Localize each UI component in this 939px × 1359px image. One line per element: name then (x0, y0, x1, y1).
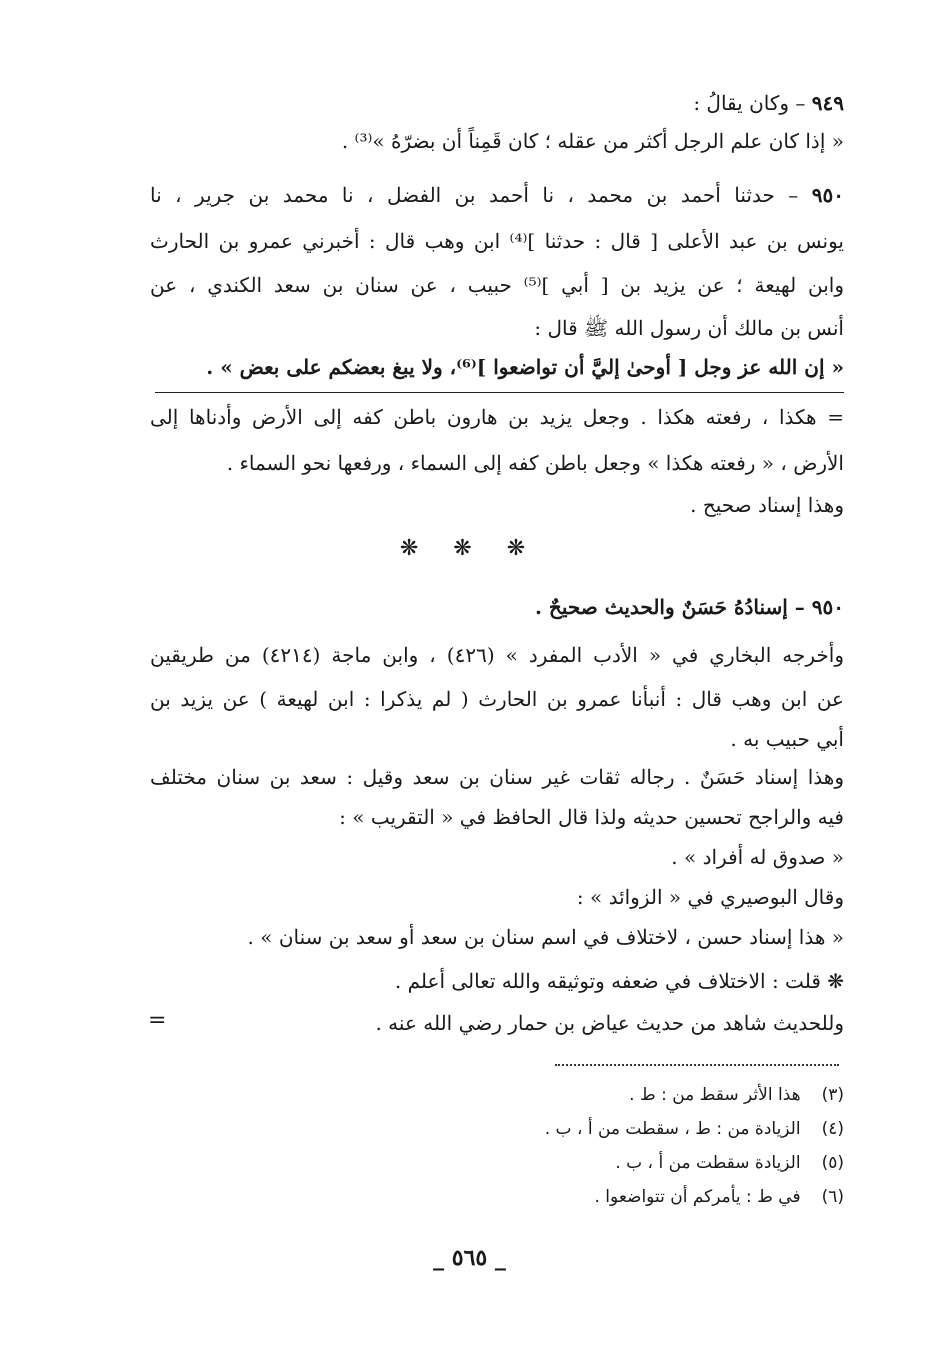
commentary-line-7: وقال البوصيري في « الزوائد » : (576, 885, 844, 909)
commentary-line-10: وللحديث شاهد من حديث عياض بن حمار رضي الله عنه . (375, 1011, 844, 1035)
hadith-950-line-1-text: – حدثنا أحمد بن محمد ، نا أحمد بن الفضل ، نا محمد بن جرير ، نا (150, 183, 812, 207)
commentary-line-2: عن ابن وهب قال : أنبأنا عمرو بن الحارث ( لم يذكرا : ابن لهيعة ) عن يزيد بن (150, 687, 844, 711)
commentary-line-6: « صدوق له أفراد » . (671, 845, 844, 869)
footnote-3-number: (٣) (821, 1085, 844, 1105)
hadith-950-line-1 (150, 180, 844, 210)
hadith-950-number: ٩٥٠ (811, 183, 844, 207)
continuation-line-3: وهذا إسناد صحيح . (690, 493, 844, 517)
hadith-949-intro (150, 88, 844, 118)
footnote-3 (400, 1082, 844, 1108)
commentary-line-9: ❋ قلت : الاختلاف في ضعفه وتوثيقه والله تعالى أعلم . (394, 969, 844, 993)
hadith-950-line-2: يونس بن عبد الأعلى [ قال : حدثنا ]⁽⁴⁾ ابن وهب قال : أخبرني عمرو بن الحارث (150, 229, 844, 253)
hadith-949-number: ٩٤٩ (811, 91, 844, 115)
page-number: _ ٥٦٥ _ (433, 1245, 506, 1271)
footnote-4-text: الزيادة من : ط ، سقطت من أ ، ب . (544, 1119, 801, 1139)
continuation-line-1: = هكذا ، رفعته هكذا . وجعل يزيد بن هارون باطن كفه إلى الأرض وأدناها إلى (150, 405, 844, 429)
hadith-949-intro-text: – وكان يقالُ : (693, 91, 812, 115)
footnote-5-number: (٥) (821, 1153, 844, 1173)
continuation-line-2: الأرض ، « رفعته هكذا » وجعل باطن كفه إلى السماء ، ورفعها نحو السماء . (226, 451, 844, 475)
hadith-949-text: « إذا كان علم الرجل أكثر من عقله ؛ كان قَمِناً أن بضرّهُ »⁽³⁾ . (341, 129, 844, 153)
continue-mark: = (148, 1008, 167, 1033)
footnote-6 (400, 1184, 844, 1210)
footnote-3-text: هذا الأثر سقط من : ط . (629, 1085, 801, 1105)
hadith-950-line-4: أنس بن مالك أن رسول الله ﷺ قال : (534, 316, 844, 340)
hadith-950-saying: « إن الله عز وجل [ أوحىٰ إليَّ أن تواضعوا ]⁽⁶⁾، ولا يبغ بعضكم على بعض » . (206, 355, 844, 379)
commentary-heading-text: – إسنادُهُ حَسَنٌ والحديث صحيحٌ . (535, 595, 812, 619)
commentary-heading-number: ٩٥٠ (811, 595, 844, 619)
commentary-line-4: وهذا إسناد حَسَنٌ . رجاله ثقات غير سنان بن سعد وقيل : سعد بن سنان مختلف (150, 765, 844, 789)
footnote-5-text: الزيادة سقطت من أ ، ب . (615, 1153, 801, 1173)
commentary-line-5: فيه والراجح تحسين حديثه ولذا قال الحافظ في « التقريب » : (339, 805, 844, 829)
commentary-line-3: أبي حبيب به . (730, 727, 844, 751)
footnote-6-text: في ط : يأمركم أن تتواضعوا . (594, 1187, 801, 1207)
footnote-separator (555, 1064, 839, 1066)
section-divider-line (155, 392, 844, 393)
footnote-4-number: (٤) (821, 1119, 844, 1139)
footnote-5 (400, 1150, 844, 1176)
footnote-6-number: (٦) (821, 1187, 844, 1207)
separator-stars: ❋ ❋ ❋ (399, 536, 540, 561)
commentary-line-1: وأخرجه البخاري في « الأدب المفرد » (٤٢٦) ، وابن ماجة (٤٢١٤) من طريقين (150, 643, 844, 667)
commentary-heading (150, 592, 844, 622)
footnote-4 (400, 1116, 844, 1142)
commentary-line-8: « هذا إسناد حسن ، لاختلاف في اسم سنان بن سعد أو سعد بن سنان » . (247, 925, 844, 949)
hadith-950-line-3: وابن لهيعة ؛ عن يزيد بن [ أبي ]⁽⁵⁾ حبيب ، عن سنان بن سعد الكندي ، عن (150, 273, 844, 297)
